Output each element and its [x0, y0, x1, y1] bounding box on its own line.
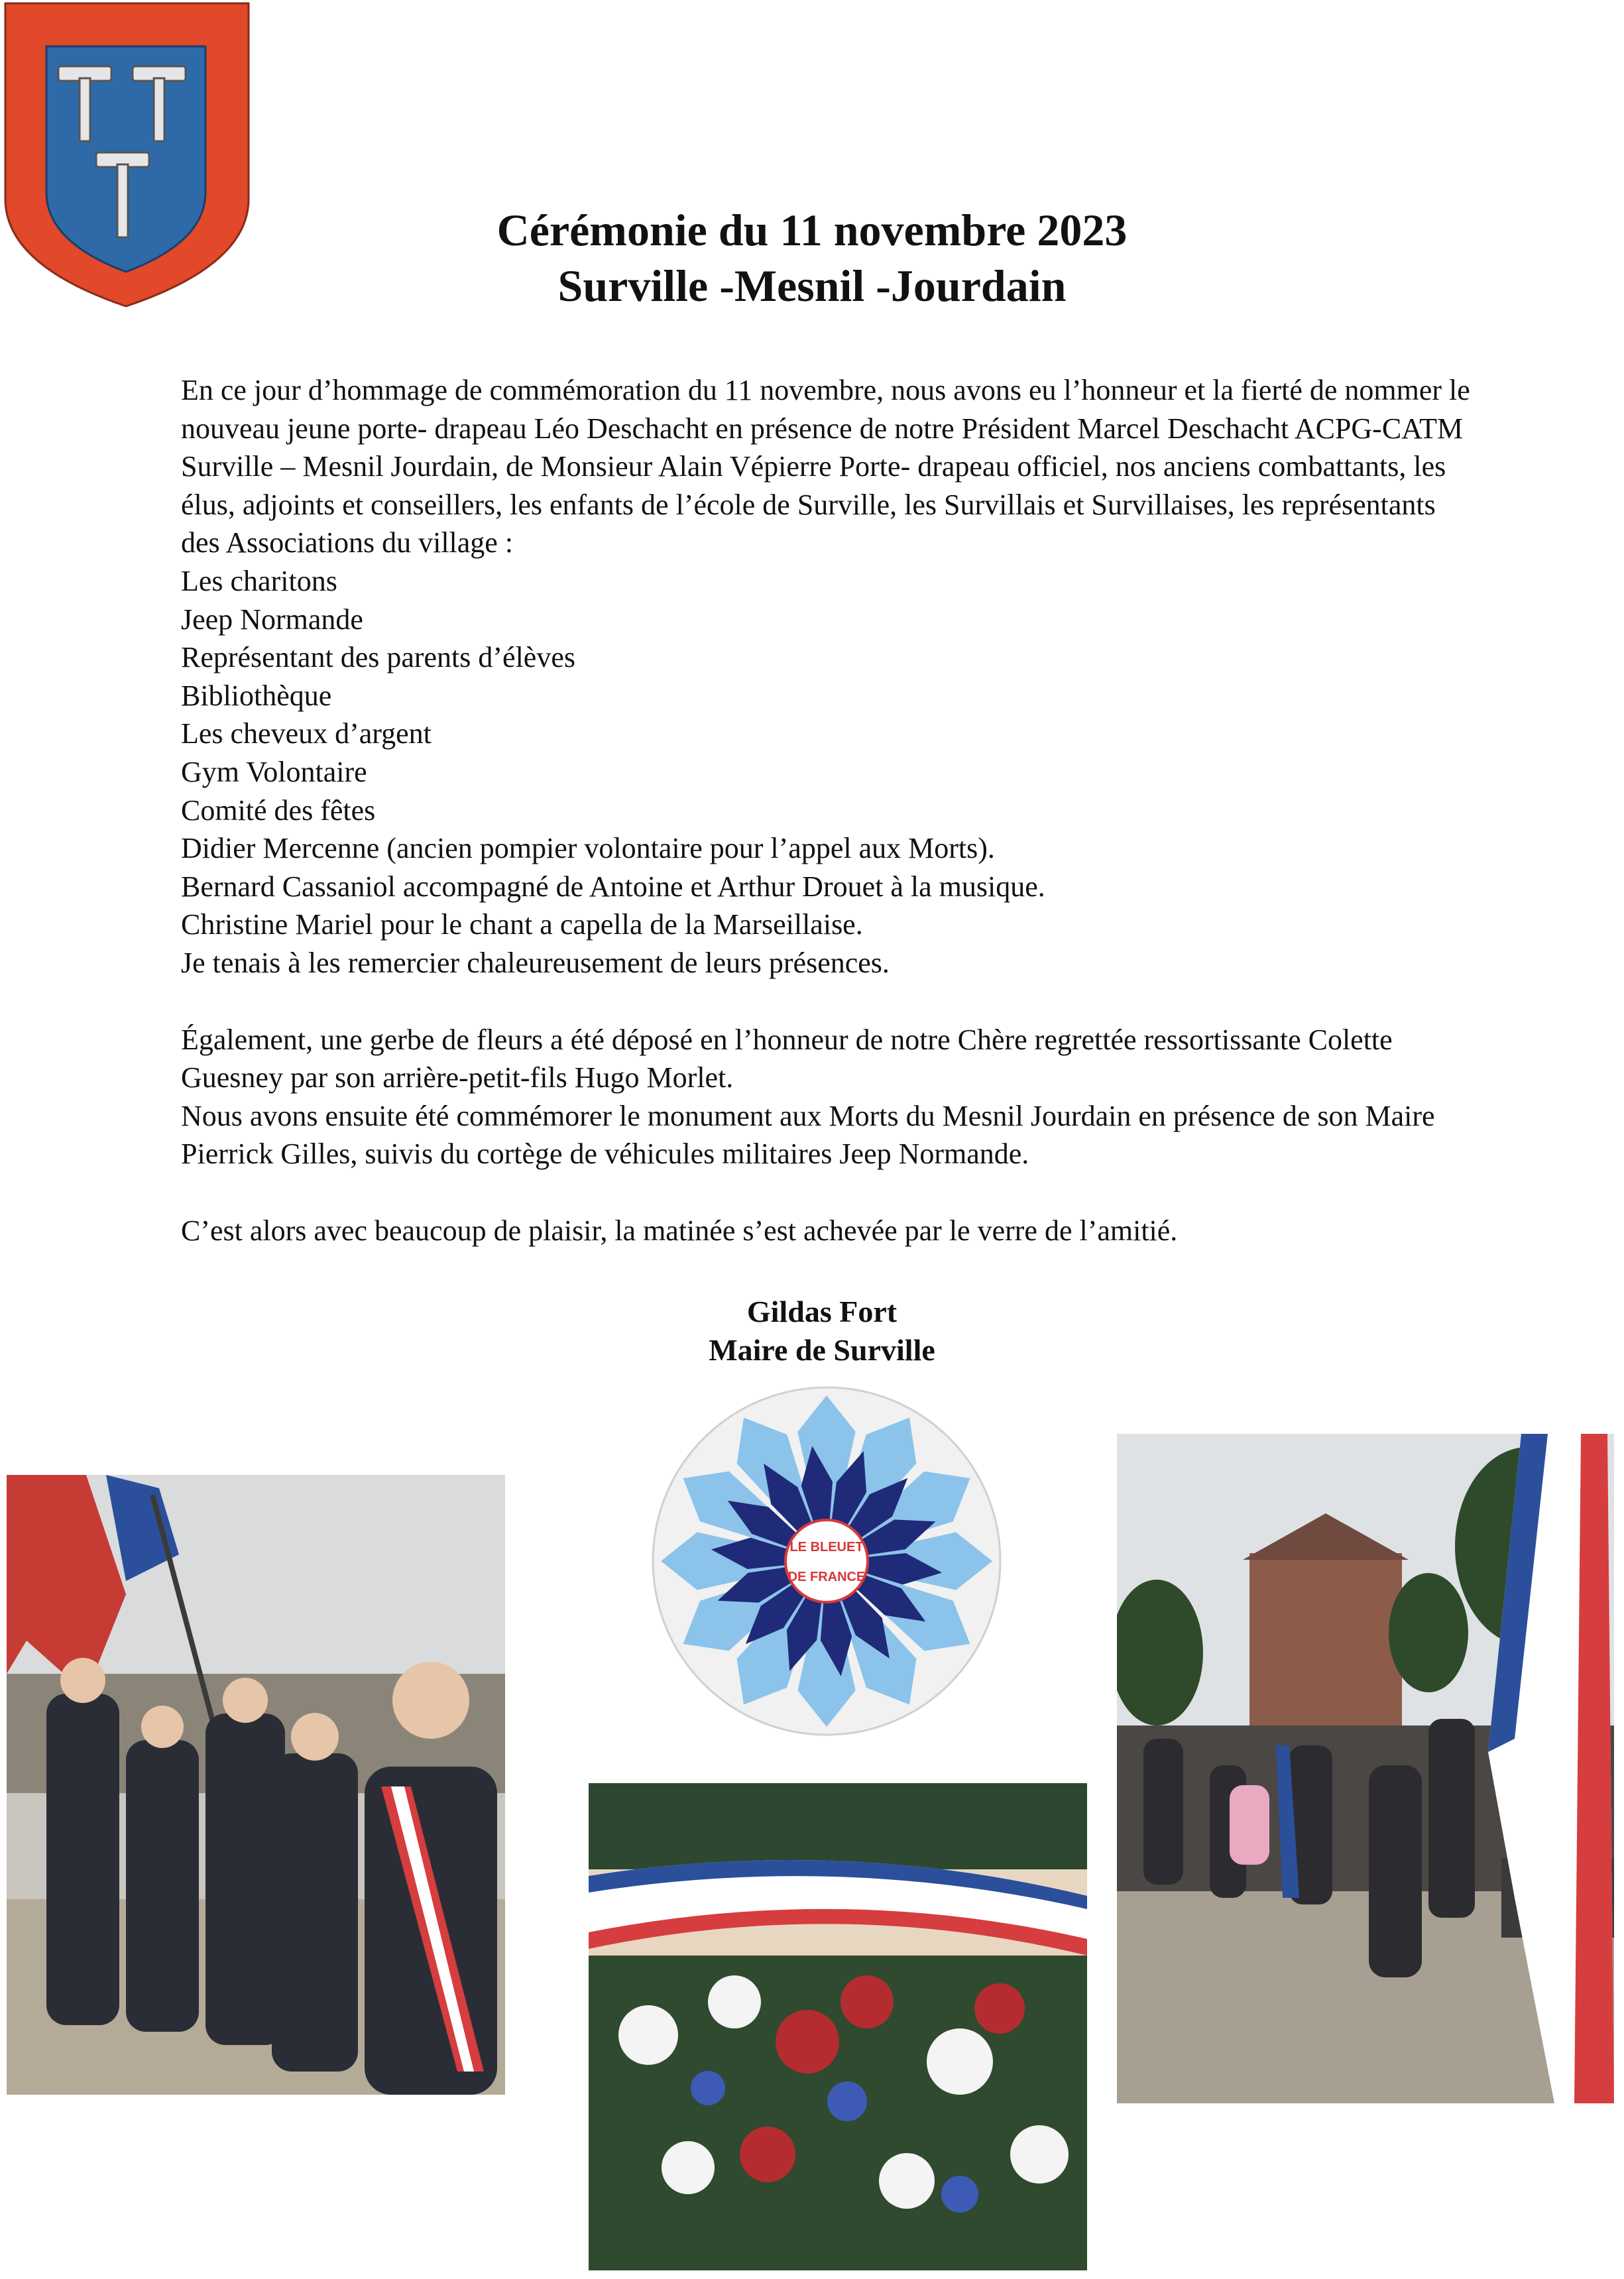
association-item: Bernard Cassaniol accompagné de Antoine et Arthur Drouet à la musique.	[181, 870, 1045, 903]
photo-ceremony-crowd	[1117, 1434, 1614, 2103]
photo-officials	[7, 1475, 505, 2095]
association-item: Jeep Normande	[181, 603, 363, 636]
photo-wreath	[589, 1783, 1087, 2270]
title-line-1: Cérémonie du 11 novembre 2023	[496, 205, 1128, 255]
title-line-2: Surville -Mesnil -Jourdain	[557, 261, 1067, 311]
association-item: Bibliothèque	[181, 679, 332, 712]
badge-text-top: LE BLEUET	[789, 1540, 864, 1554]
association-item: Comité des fêtes	[181, 793, 376, 827]
association-item: Les charitons	[181, 564, 337, 597]
page-title	[0, 202, 1624, 314]
badge-text-bottom: DE FRANCE	[787, 1570, 866, 1584]
signature-block	[0, 1293, 1624, 1370]
signature-role: Maire de Surville	[709, 1333, 935, 1367]
association-item: Représentant des parents d’élèves	[181, 641, 575, 674]
association-item: Gym Volontaire	[181, 755, 367, 788]
association-item: Didier Mercenne (ancien pompier volontaire pour l’appel aux Morts).	[181, 832, 995, 865]
association-item: Christine Mariel pour le chant a capella de la Marseillaise.	[181, 908, 863, 941]
closing-paragraph: C’est alors avec beaucoup de plaisir, la matinée s’est achevée par le verre de l’amitié.	[181, 1214, 1178, 1247]
article-body	[181, 371, 1480, 1250]
bleuet-de-france-badge	[651, 1385, 1002, 1737]
wreath-paragraph: Également, une gerbe de fleurs a été déposé en l’honneur de notre Chère regrettée ressortissante Colette Guesney par son arrière-petit-fils Hugo Morlet.	[181, 1023, 1393, 1094]
association-item: Les cheveux d’argent	[181, 717, 432, 750]
thanks-line: Je tenais à les remercier chaleureusement de leurs présences.	[181, 946, 890, 979]
signature-name: Gildas Fort	[746, 1295, 898, 1328]
monument-paragraph: Nous avons ensuite été commémorer le monument aux Morts du Mesnil Jourdain en présence de son Maire Pierrick Gilles, suivis du cortège de véhicules militaires Jeep Normande.	[181, 1099, 1435, 1171]
intro-paragraph: En ce jour d’hommage de commémoration du 11 novembre, nous avons eu l’honneur et la fierté de nommer le nouveau jeune porte- drapeau Léo Deschacht en présence de notre Président Marcel Deschacht ACPG-CATM Surville – Mesnil Jourdain, de Monsieur Alain Vépierre Porte- drapeau officiel, nos anciens combattants, les élus, adjoints et conseillers, les enfants de l’école de Surville, les Survillais et Survillaises, les représentants des Associations du village :	[181, 374, 1470, 559]
